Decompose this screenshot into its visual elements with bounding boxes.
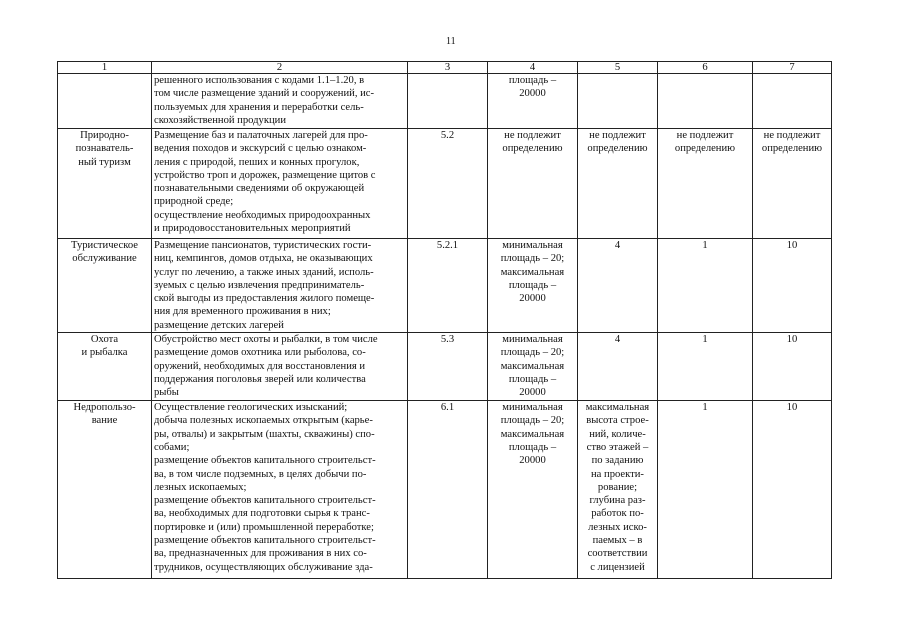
coverage-cell: 10 xyxy=(753,333,832,401)
use-name-cell: Туристическое обслуживание xyxy=(58,239,152,333)
column-header: 6 xyxy=(658,62,753,74)
land-use-table xyxy=(57,61,832,579)
column-header: 5 xyxy=(578,62,658,74)
plot-area-cell: минимальная площадь – 20; максимальная площадь – 20000 xyxy=(488,401,578,579)
use-code-cell: 5.3 xyxy=(408,333,488,401)
plot-area-cell: минимальная площадь – 20; максимальная площадь – 20000 xyxy=(488,333,578,401)
use-description-cell: Размещение баз и палаточных лагерей для про- ведения походов и экскурсий с целью ознаком- ления с природой, пеших и конных прогулок, устройство троп и дорожек, размещение щитов с познавательными сведениями об окружающей природной среде; осуществление необходимых природоохранных и природовосстановительных мероприятий xyxy=(152,129,408,239)
coverage-cell: 10 xyxy=(753,239,832,333)
column-number-row xyxy=(58,62,832,74)
use-name-cell: Природно- познаватель- ный туризм xyxy=(58,129,152,239)
column-header: 2 xyxy=(152,62,408,74)
setback-cell: 1 xyxy=(658,401,753,579)
coverage-cell: не подлежит определению xyxy=(753,129,832,239)
table-row xyxy=(58,239,832,333)
coverage-cell xyxy=(753,74,832,129)
table-row xyxy=(58,401,832,579)
use-description-cell: Размещение пансионатов, туристических гости- ниц, кемпингов, домов отдыха, не оказывающих услуг по лечению, а также иных зданий, исполь- зуемых с целью извлечения предприниматель- ской выгоды из предоставления жилого помеще- ния для временного проживания в них; размещение детских лагерей xyxy=(152,239,408,333)
column-header: 1 xyxy=(58,62,152,74)
use-code-cell xyxy=(408,74,488,129)
table-row xyxy=(58,74,832,129)
column-header: 7 xyxy=(753,62,832,74)
height-cell xyxy=(578,74,658,129)
coverage-cell: 10 xyxy=(753,401,832,579)
use-name-cell xyxy=(58,74,152,129)
table-row xyxy=(58,129,832,239)
use-name-cell: Охота и рыбалка xyxy=(58,333,152,401)
height-cell: максимальная высота строе- ний, количе- ство этажей – по заданию на проекти- рование; глубина раз- работок по- лезных иско- паемых – в соответствии с лицензией xyxy=(578,401,658,579)
use-description-cell: Обустройство мест охоты и рыбалки, в том числе размещение домов охотника или рыболова, со- оружений, необходимых для восстановления и поддержания поголовья зверей или количества рыбы xyxy=(152,333,408,401)
setback-cell xyxy=(658,74,753,129)
plot-area-cell: площадь – 20000 xyxy=(488,74,578,129)
use-name-cell: Недропользо- вание xyxy=(58,401,152,579)
height-cell: не подлежит определению xyxy=(578,129,658,239)
height-cell: 4 xyxy=(578,333,658,401)
use-description-cell: решенного использования с кодами 1.1–1.20, в том числе размещение зданий и сооружений, ис- пользуемых для хранения и переработки сель- скохозяйственной продукции xyxy=(152,74,408,129)
plot-area-cell: не подлежит определению xyxy=(488,129,578,239)
plot-area-cell: минимальная площадь – 20; максимальная площадь – 20000 xyxy=(488,239,578,333)
use-code-cell: 5.2 xyxy=(408,129,488,239)
use-description-cell: Осуществление геологических изысканий; добыча полезных ископаемых открытым (карье- ры, отвалы) и закрытым (шахты, скважины) спо- собами; размещение объектов капитального строительст- ва, в том числе подземных, в целях добычи по- лезных ископаемых; размещение объектов капитального строительст- ва, необходимых для подготовки сырья к транс- портировке и (или) промышленной переработке; размещение объектов капитального строительст- ва, предназначенных для проживания в них со- трудников, осуществляющих обслуживание зда- xyxy=(152,401,408,579)
setback-cell: 1 xyxy=(658,239,753,333)
height-cell: 4 xyxy=(578,239,658,333)
column-header: 3 xyxy=(408,62,488,74)
table-row xyxy=(58,333,832,401)
setback-cell: 1 xyxy=(658,333,753,401)
page-number: 11 xyxy=(446,36,456,47)
column-header: 4 xyxy=(488,62,578,74)
setback-cell: не подлежит определению xyxy=(658,129,753,239)
use-code-cell: 6.1 xyxy=(408,401,488,579)
use-code-cell: 5.2.1 xyxy=(408,239,488,333)
